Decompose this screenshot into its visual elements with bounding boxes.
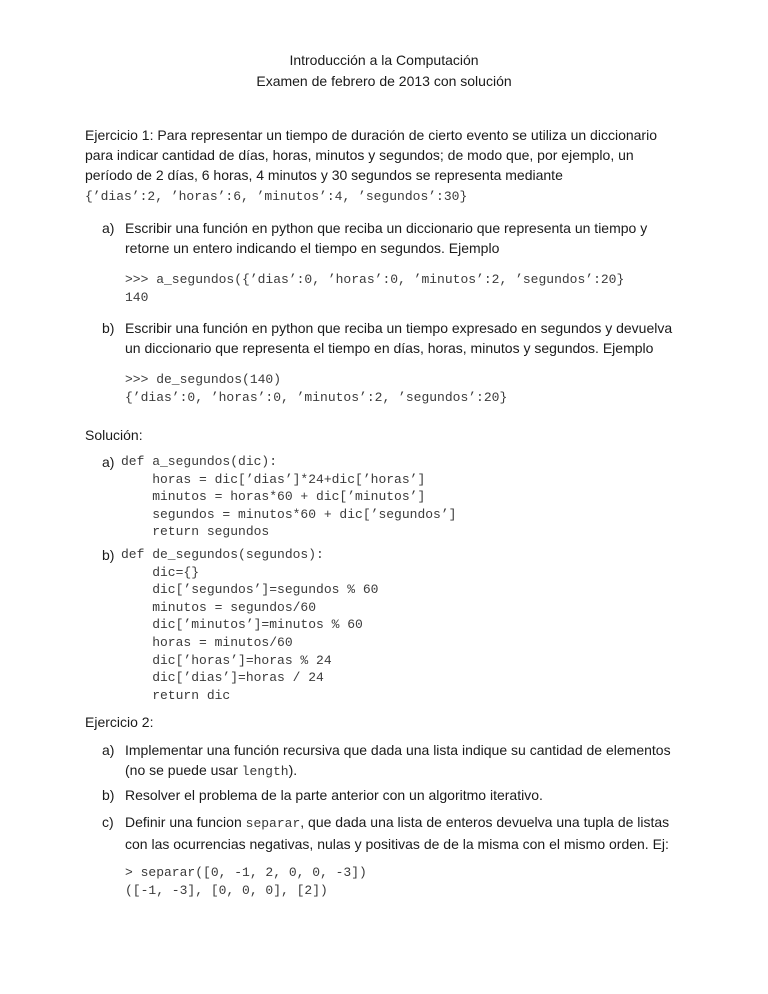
ej1-intro: Ejercicio 1: Para representar un tiempo de duración de cierto evento se utiliza un diccionario para indicar cantidad de días, horas, minutos y segundos; de modo que, por ejemplo, un período de 2 días, 6 horas, 4 minutos y 30 segundos se representa mediante [85,127,657,183]
ej2-c-text-post: , que dada una lista de enteros devuelva una tupla de listas con las ocurrencias negativas, nulas y positivas de de la misma con el mismo orden. Ej: [125,814,670,852]
ej1-item-a [102,218,682,258]
ej2-a-text [102,740,682,782]
ej2-c-text [102,812,682,854]
ej2-a-inline-code: length [241,764,289,779]
ej2-a-label: a) [102,742,115,758]
sol-a-label: a) [102,454,115,470]
ej2-item-c [102,812,682,854]
ej1-a-text: Escribir una función en python que reciba un diccionario que representa un tiempo y retorne un entero indicando el tiempo en segundos. Ejemplo [125,220,648,256]
ej2-c-inline-code: separar [245,816,301,831]
ej2-b-text: Resolver el problema de la parte anterior con un algoritmo iterativo. [125,787,543,803]
header [0,50,768,92]
ej2-heading: Ejercicio 2: [85,714,154,730]
ej1-a-code: >>> a_segundos({’dias’:0, ’horas’:0, ’minutos’:2, ’segundos’:20} 140 [125,272,625,305]
solucion-heading: Solución: [85,427,143,443]
page-title: Introducción a la Computación [289,52,479,68]
ej1-b-code: >>> de_segundos(140) {’dias’:0, ’horas’:0, ’minutos’:2, ’segundos’:20} [125,372,508,405]
sol-b-code: def de_segundos(segundos): dic={} dic[’segundos’]=segundos % 60 minutos = segundos/60 dic[’minutos’]=minutos % 60 horas = minutos/60 dic[’horas’]=horas % 24 dic[’dias’]=horas / 24 return dic [121,547,379,703]
page-subtitle: Examen de febrero de 2013 con solución [256,73,512,89]
ej2-a-text-pre: Implementar una función recursiva que dada una lista indique su cantidad de elementos (no se puede usar [125,742,671,778]
ej2-a-text-post: ). [288,762,298,778]
ej1-b-text: Escribir una función en python que reciba un tiempo expresado en segundos y devuelva un diccionario que representa el tiempo en días, horas, minutos y segundos. Ejemplo [125,320,673,356]
ej2-c-code: > separar([0, -1, 2, 0, 0, -3]) ([-1, -3], [0, 0, 0], [2]) [125,865,367,898]
ej1-dict-example: {’dias’:2, ’horas’:6, ’minutos’:4, ’segundos’:30} [85,189,468,204]
ej1-a-label: a) [102,220,115,236]
ej2-c-text-pre: Definir una funcion [125,814,246,830]
ej2-item-b [102,785,682,805]
ej2-item-a [102,740,682,782]
ej1-b-label: b) [102,320,115,336]
ej1-item-b [102,318,682,358]
sol-b-label: b) [102,547,115,563]
ej2-c-label: c) [102,814,114,830]
ej2-b-label: b) [102,787,115,803]
sol-a-code: def a_segundos(dic): horas = dic[’dias’]*24+dic[’horas’] minutos = horas*60 + dic[’minutos’] segundos = minutos*60 + dic[’segundos’] return segundos [121,454,457,540]
